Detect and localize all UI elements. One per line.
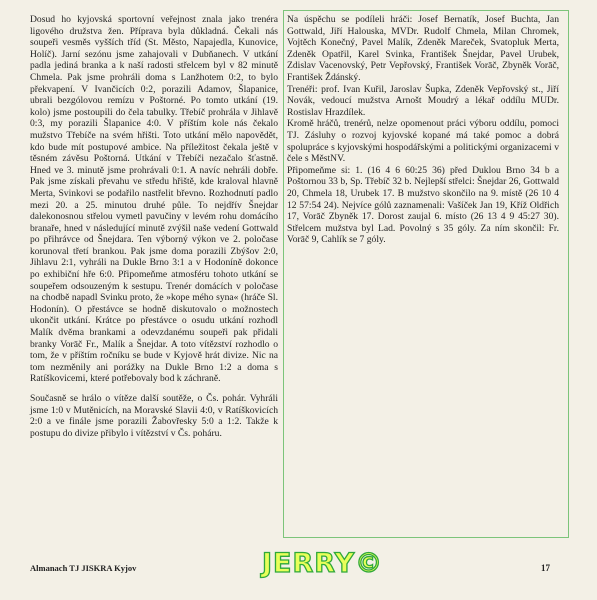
stats-paragraph: Připomeňme si: 1. (16 4 6 60:25 36) před Duklou Brno 34 b a Poštornou 33 b, Sp. Třebíč 32 b. Nejlepší střelci: Šnejdar 26, Gottwald 20, Chmela 18, Urubek 17. B mužstvo skončilo na 9. místě (26 10 4 12 57:54 24). Nejvíce gólů zaznamenali: Vašíček Jan 19, Kříž Oldřich 17, Vorāč Zbyněk 17. Dorost zaujal 6. místo (26 13 4 9 45:27 30). Střelcem mužstva byl Lad. Povolný s 35 góly. Za ním skončil: Fr. Vorāč 9, Cahlík se 7 góly. <box>287 164 559 246</box>
jerry-logo: JERRY© <box>262 548 384 579</box>
left-paragraph-1: Dosud ho kyjovská sportovní veřejnost znala jako trenéra ligového družstva žen. Příprava byla důkladná. Čekali nás soupeři vesměs vyšších tříd (St. Město, Napajedla, Kunovice, Holíč). Jarní sezónu jsme zahajovali v Dubňanech. V utkání padla jediná branka a k naší radosti střelcem byl v 82 minutě Chmela. Pak jsme prohráli doma s Lanžhotem 0:2, to bylo překvapení. V Ivančicích 0:2, porazili Adamov, Šlapanice, ubrali bezgólovou remízu v Poštorné. Po tomto utkání (19. kolo) jsme postoupili do čela tabulky. Třebíč prohrála v Jihlavě 0:3, my porazili Šlapanice 4:0. V příštím kole nás čekalo mužstvo Třebíče na svém hřišti. Toto utkání mělo napovědět, kdo bude mít postupové ambice. Na příležitost čekala ještě v těsném závěsu Poštorná. Utkání v Třebíči nezačalo šťastně. Hned ve 3. minutě jsme prohrávali 0:1. A navíc nehráli dobře. Pak jsme získali převahu ve středu hřiště, kde kraloval hlavně Merta, Svinkovi se podařilo nastřelit břevno. Rozhodnutí padlo mezi 20. a 25. minutou druhé půle. To nejdřív Šnejdar dalekonosnou střelou vymetl pavučiny v levém rohu domácího branaře, hned v následující minutě zvýšil naše vedení Gottwald po přihrávce od Šnejdara. Ten výborný výkon ve 2. poločase korunoval třetí brankou. Pak jsme doma porazili Zbýšov 2:0, Jihlavu 2:1, vyhráli na Dukle Brno 3:1 a v Hodoníně dokonce po exhibiční hře 6:0. Připomeňme atmosféru tohoto utkání se soupeřem odsouzeným k sestupu. Trenér domácích v poločase na chodbě napadl Svinku proto, že »kope mého syna« (hráče Sl. Hodonín). O přestávce se hodně diskutovalo o možnostech ukončit utkání. Krátce po přestávce o osudu utkání rozhodl Malík dvěma brankami a odevzdanému soupeři pak přidali branky Vorāč Fr., Malík a Šnejdar. A toto vítězství rozhodlo o tom, že v příštím ročníku se bude v Kyjově hrát divize. Nic na tom nezměnily ani porážky na Dukle Brno 1:2 a doma s Ratíškovicemi, které potřebovaly bod k záchraně. <box>30 14 278 385</box>
right-column <box>287 14 559 246</box>
thanks-paragraph: Kromě hráčů, trenérů, nelze opomenout práci výboru oddílu, pomoci TJ. Zásluhy o rozvoj kyjovské kopané má také pomoc a dobrá spolupráce s kyjovskými hospodářskými a politickými organizacemi v čele s MěstNV. <box>287 118 559 165</box>
left-paragraph-2: Současně se hrálo o vítěze další soutěže, o Čs. pohár. Vyhráli jsme 1:0 v Mutěnicích, na Moravské Slavii 4:0, v Ratíškovicích 2:0 a ve finále jsme porazili Žabovřesky 5:0 a 1:2. Takže k postupu do divize přibylo i vítězství v Čs. poháru. <box>30 393 278 439</box>
page-number: 17 <box>541 563 550 573</box>
publication-title: Almanach TJ JISKRA Kyjov <box>30 563 137 573</box>
trainers-paragraph: Trenéři: prof. Ivan Kuřil, Jaroslav Šupka, Zdeněk Vepřovský st., Jiří Novák, vedoucí mužstva Arnošt Moudrý a lékař oddílu MUDr. Rostislav Hrazdílek. <box>287 83 559 118</box>
players-paragraph: Na úspěchu se podíleli hráči: Josef Bernatík, Josef Buchta, Jan Gottwald, Jiří Halouska, MVDr. Rudolf Chmela, Milan Chromek, Vojtěch Konečný, Pavel Malík, Zdeněk Mareček, Svatopluk Merta, Zdeněk Opatřil, Karel Svinka, František Šnejdar, Pavel Urubek, Zdislav Vacenovský, Petr Vepřovský, František Vorāč, Zbyněk Vorāč, František Ždánský. <box>287 14 559 83</box>
left-column <box>30 14 278 439</box>
